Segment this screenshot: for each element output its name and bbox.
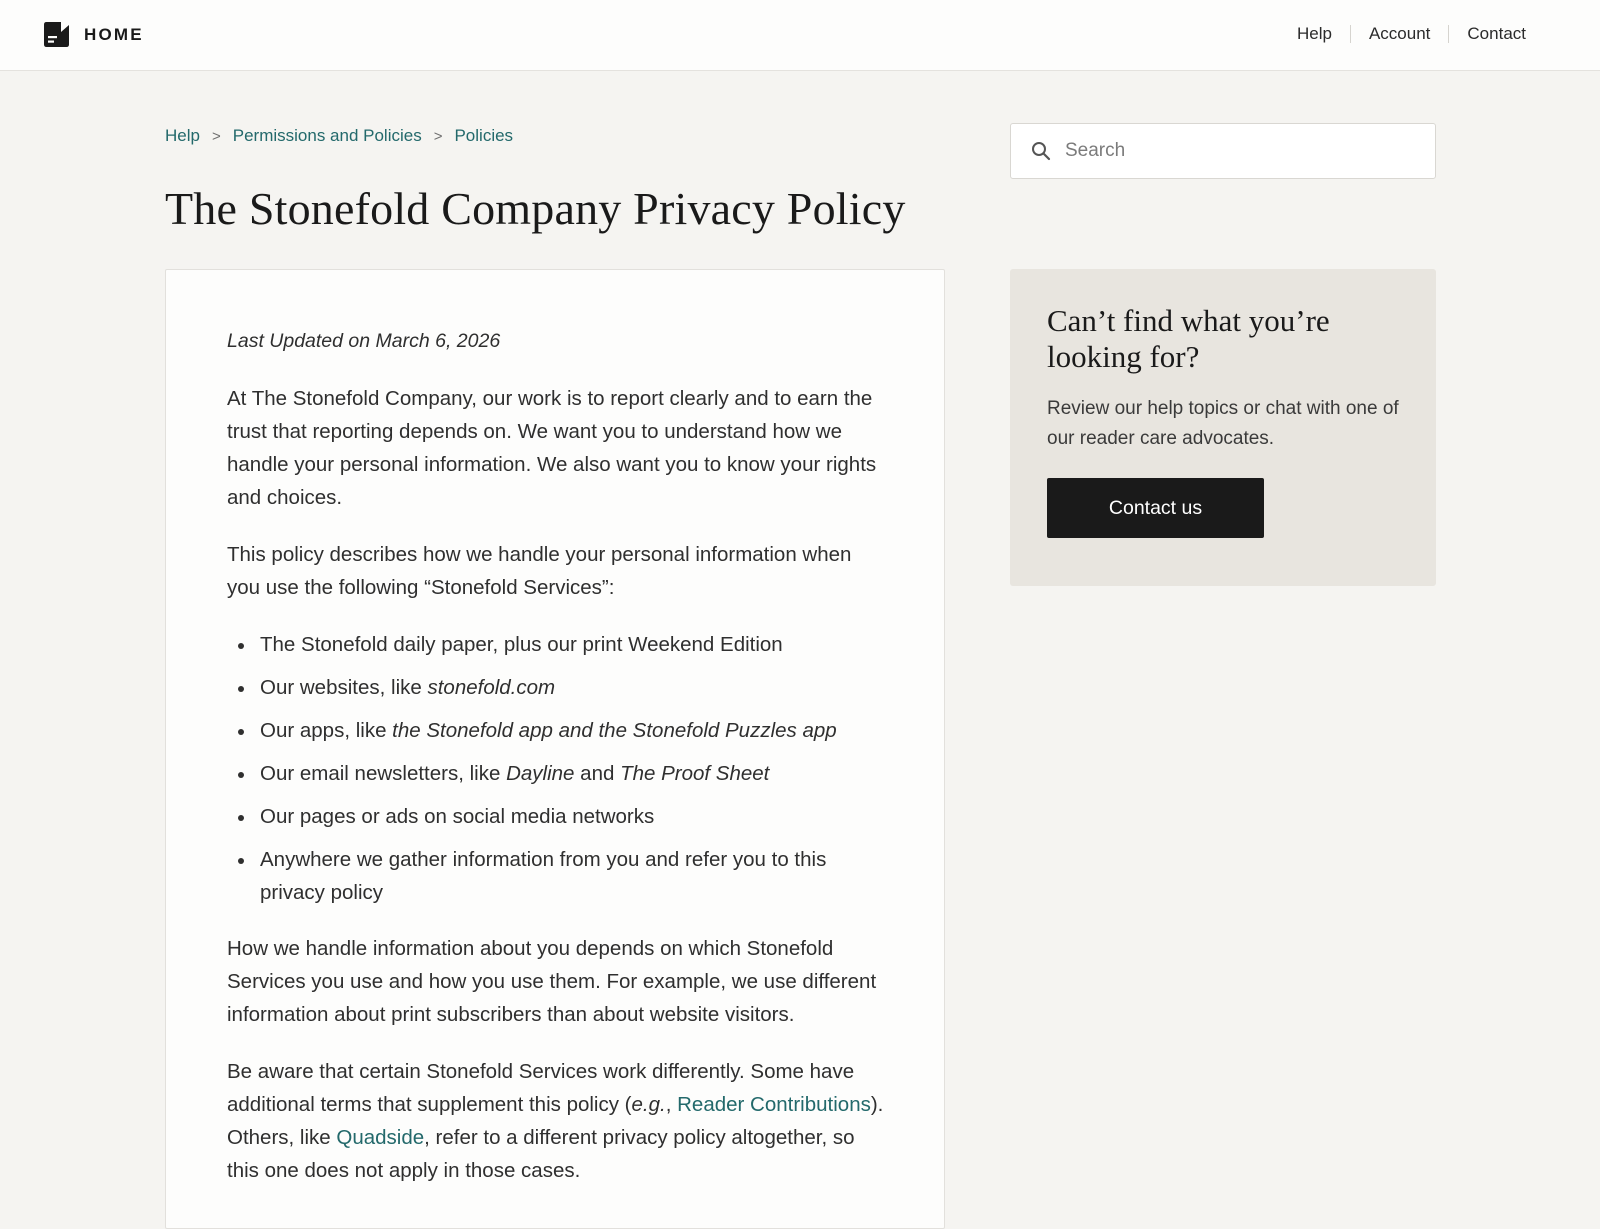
list-item [227,628,884,661]
nav-contact-link[interactable]: Contact [1467,24,1526,43]
search-icon [1031,141,1051,161]
nav-divider [1448,25,1449,43]
services-list [227,628,884,909]
services-intro-paragraph: This policy describes how we handle your personal information when you use the following “Stonefold Services”: [227,543,852,599]
policy-article [165,269,945,1229]
breadcrumb-separator: > [211,127,221,145]
last-updated: Last Updated on March 6, 2026 [227,330,501,352]
quadside-link[interactable]: Quadside [336,1126,425,1149]
aware-text: , [665,1093,678,1116]
contact-us-button[interactable]: Contact us [1047,478,1264,538]
list-item-text: Our websites, like [260,676,428,699]
breadcrumb-help[interactable]: Help [165,126,200,145]
eg-emphasis: e.g. [631,1093,666,1116]
top-header [0,0,1600,71]
nav-divider [1350,25,1351,43]
list-item-text: and [574,762,621,785]
list-item-emphasis: The Proof Sheet [620,762,770,785]
aware-text: Be aware that certain Stonefold Services work differently. Some have additional terms that supplement this policy ( [227,1060,855,1116]
list-item-emphasis: the Stonefold app and the Stonefold Puzzles app [392,719,837,742]
list-item-text: The Stonefold daily paper, plus our print Weekend Edition [260,633,783,656]
help-panel-text: Review our help topics or chat with one of our reader care advocates. [1047,398,1399,449]
reader-contributions-link[interactable]: Reader Contributions [677,1093,871,1116]
list-item-text: Anywhere we gather information from you and refer you to this privacy policy [260,848,827,904]
nav-account-link[interactable]: Account [1368,24,1431,43]
help-panel-title: Can’t find what you’re looking for? [1047,303,1330,374]
list-item-emphasis: Dayline [506,762,575,785]
aware-text: , refer to a different privacy policy altogether, so this one does not apply in those cases. [227,1126,855,1182]
nav-help-link[interactable]: Help [1297,24,1332,43]
breadcrumb [165,126,513,146]
page-title: The Stonefold Company Privacy Policy [165,183,906,234]
list-item-text: Our pages or ads on social media networks [260,805,655,828]
breadcrumb-separator: > [433,127,443,145]
handling-paragraph: How we handle information about you depends on which Stonefold Services you use and how you use them. For example, we use different information about print subscribers than about website visitors. [227,937,877,1026]
list-item [227,800,884,833]
intro-paragraph: At The Stonefold Company, our work is to report clearly and to earn the trust that reporting depends on. We want you to understand how we handle your personal information. We also want you to know your rights and choices. [227,387,877,509]
aware-paragraph [227,1055,884,1187]
aware-text: ). Others, like [227,1093,884,1149]
list-item [227,671,884,704]
breadcrumb-permissions-and-policies[interactable]: Permissions and Policies [232,126,422,145]
help-panel [1010,269,1436,586]
list-item [227,714,884,747]
top-nav [1297,24,1526,44]
list-item-text: Our email newsletters, like [260,762,507,785]
list-item-text: Our apps, like [260,719,393,742]
list-item [227,843,884,909]
search-box[interactable] [1010,123,1436,179]
newspaper-logo-icon [44,22,69,47]
brand-label: HOME [84,24,144,44]
home-link[interactable] [44,22,144,47]
breadcrumb-policies[interactable]: Policies [454,126,514,145]
list-item [227,757,884,790]
list-item-emphasis: stonefold.com [427,676,556,699]
search-input[interactable] [1065,140,1425,162]
